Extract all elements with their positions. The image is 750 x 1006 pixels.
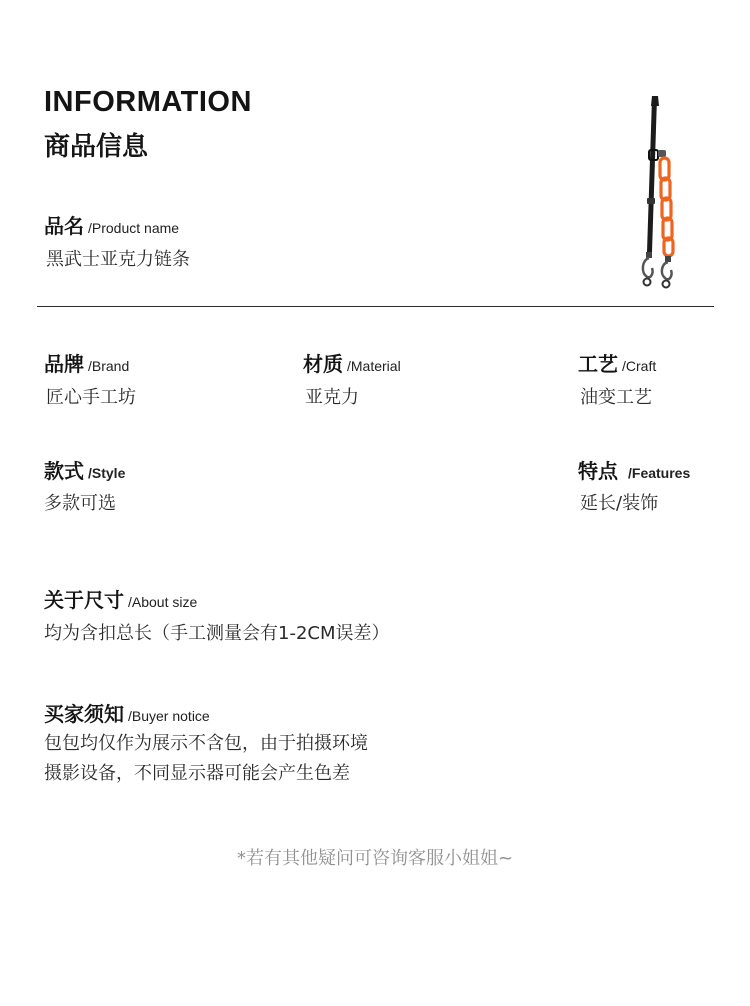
about-size-label-cn: 关于尺寸	[44, 588, 124, 612]
material-label-en: /Material	[347, 358, 401, 374]
product-name-label-en: /Product name	[88, 220, 180, 236]
brand-label-en: /Brand	[88, 358, 130, 374]
material-label-cn: 材质	[303, 352, 343, 376]
features-label-en: /Features	[628, 465, 691, 481]
title-en: INFORMATION	[44, 86, 252, 118]
material-label	[303, 348, 401, 377]
features-label-cn: 特点	[578, 459, 618, 483]
brand-value: 匠心手工坊	[46, 387, 136, 408]
buyer-notice-label-en: /Buyer notice	[128, 708, 210, 724]
section-divider	[37, 306, 714, 307]
style-label-en: /Style	[88, 465, 126, 481]
craft-value: 油变工艺	[580, 387, 652, 408]
buyer-notice-label-cn: 买家须知	[44, 702, 124, 726]
buyer-notice-line-1: 包包均仅作为展示不含包，由于拍摄环境	[44, 733, 368, 754]
product-name-label	[44, 210, 179, 239]
about-size-label-en: /About size	[128, 594, 198, 610]
craft-label-cn: 工艺	[578, 352, 618, 376]
brand-label	[44, 348, 129, 377]
craft-label-en: /Craft	[622, 358, 657, 374]
strap-chain-product-icon	[628, 92, 684, 292]
footer-note: *若有其他疑问可咨询客服小姐姐~	[236, 848, 514, 869]
buyer-notice-label	[44, 698, 210, 727]
material-value: 亚克力	[305, 387, 359, 408]
product-name-label-cn: 品名	[44, 214, 84, 238]
buyer-notice-text	[44, 729, 368, 789]
features-label	[578, 455, 690, 484]
style-value: 多款可选	[44, 493, 116, 514]
buyer-notice-line-2: 摄影设备，不同显示器可能会产生色差	[44, 763, 350, 784]
craft-label	[578, 348, 656, 377]
about-size-value: 均为含扣总长（手工测量会有1-2CM误差）	[44, 623, 390, 644]
about-size-label	[44, 584, 197, 613]
brand-label-cn: 品牌	[44, 352, 84, 376]
style-label	[44, 455, 125, 484]
title-cn: 商品信息	[44, 132, 149, 162]
style-label-cn: 款式	[44, 459, 84, 483]
product-name-value: 黑武士亚克力链条	[46, 249, 190, 270]
features-value: 延长/装饰	[580, 493, 659, 514]
